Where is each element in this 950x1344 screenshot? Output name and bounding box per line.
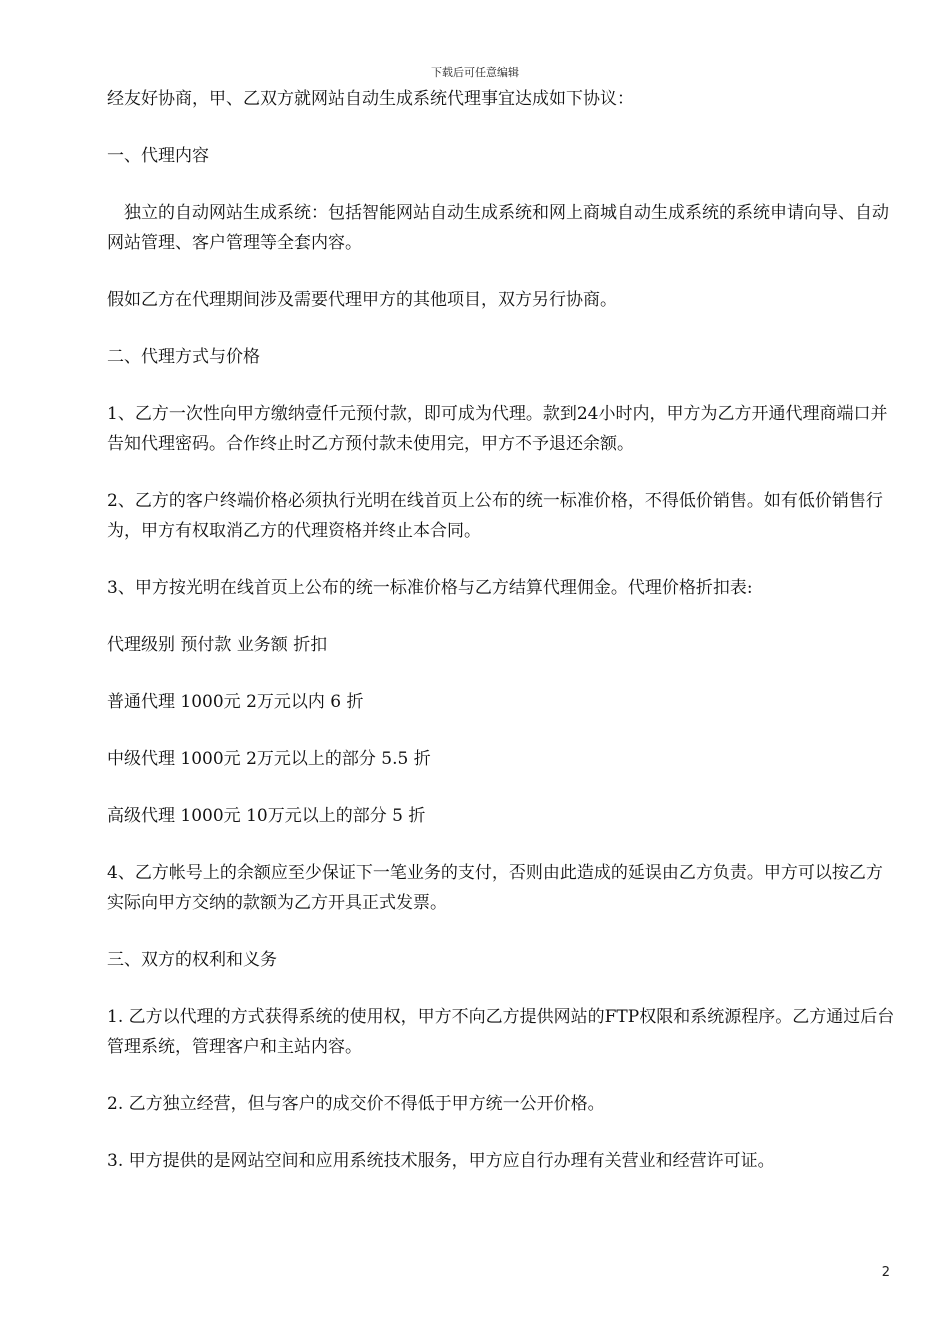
discount-table-header: 代理级别 预付款 业务额 折扣 [107, 635, 328, 655]
paragraph-system-scope: 独立的自动网站生成系统：包括智能网站自动生成系统和网上商城自动生成系统的系统申请向导、自动网站管理、客户管理等全套内容。 [107, 203, 889, 253]
section-heading-rights-obligations: 三、双方的权利和义务 [107, 950, 277, 970]
clause-prepayment: 1、乙方一次性向甲方缴纳壹仟元预付款，即可成为代理。款到24小时内，甲方为乙方开通代理商端口并告知代理密码。合作终止时乙方预付款未使用完，甲方不予退还余额。 [107, 404, 888, 454]
discount-row-intermediate: 中级代理 1000元 2万元以上的部分 5.5 折 [107, 749, 431, 769]
page-number: 2 [881, 1265, 890, 1280]
clause-account-balance: 4、乙方帐号上的余额应至少保证下一笔业务的支付，否则由此造成的延误由乙方负责。甲方可以按乙方实际向甲方交纳的款额为乙方开具正式发票。 [107, 863, 883, 913]
paragraph-other-projects: 假如乙方在代理期间涉及需要代理甲方的其他项目，双方另行协商。 [107, 290, 617, 310]
clause-independent-operation: 2. 乙方独立经营，但与客户的成交价不得低于甲方统一公开价格。 [107, 1094, 605, 1114]
page-header-note: 下载后可任意编辑 [431, 66, 519, 79]
discount-row-senior: 高级代理 1000元 10万元以上的部分 5 折 [107, 806, 426, 826]
section-heading-agency-content: 一、代理内容 [107, 146, 209, 166]
clause-licenses: 3. 甲方提供的是网站空间和应用系统技术服务，甲方应自行办理有关营业和经营许可证。 [107, 1151, 775, 1171]
discount-row-basic: 普通代理 1000元 2万元以内 6 折 [107, 692, 364, 712]
intro-paragraph: 经友好协商，甲、乙双方就网站自动生成系统代理事宜达成如下协议： [107, 89, 634, 109]
clause-terminal-price: 2、乙方的客户终端价格必须执行光明在线首页上公布的统一标准价格，不得低价销售。如有低价销售行为，甲方有权取消乙方的代理资格并终止本合同。 [107, 491, 883, 541]
clause-usage-rights: 1. 乙方以代理的方式获得系统的使用权，甲方不向乙方提供网站的FTP权限和系统源程序。乙方通过后台管理系统，管理客户和主站内容。 [107, 1007, 895, 1057]
clause-commission: 3、甲方按光明在线首页上公布的统一标准价格与乙方结算代理佣金。代理价格折扣表: [107, 578, 753, 598]
section-heading-agency-method-price: 二、代理方式与价格 [107, 347, 260, 367]
document-body [107, 84, 897, 1176]
